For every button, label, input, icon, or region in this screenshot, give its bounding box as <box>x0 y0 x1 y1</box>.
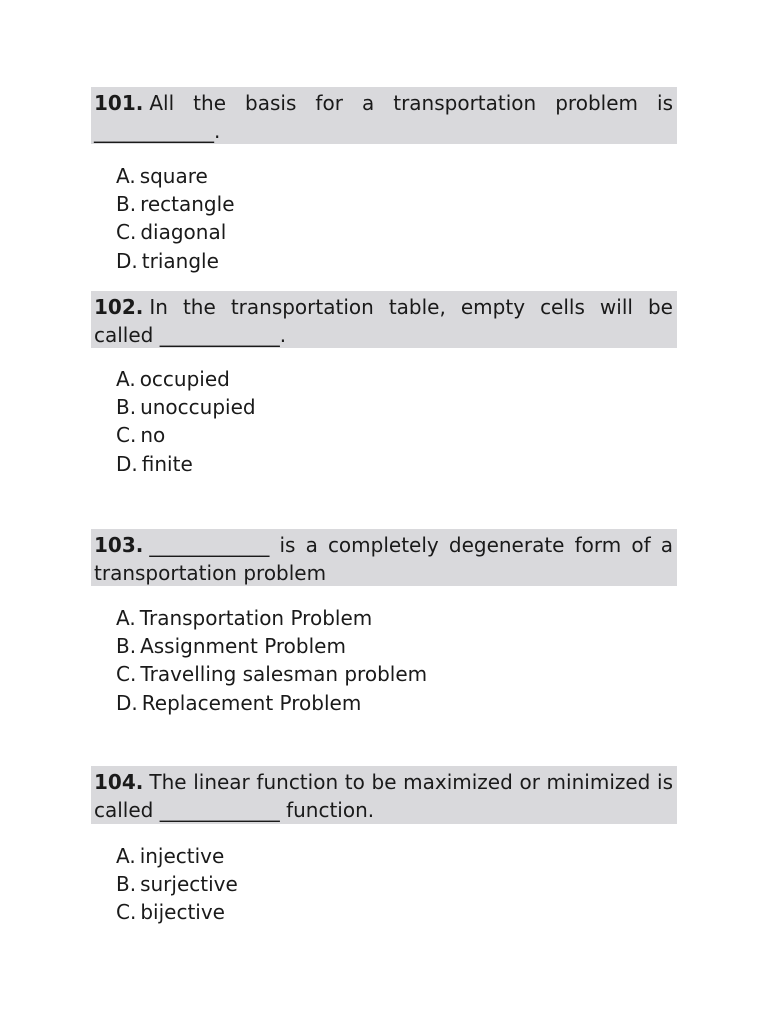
option-text: triangle <box>141 248 219 273</box>
answer-options <box>116 604 677 717</box>
option-a <box>116 604 677 632</box>
answer-options <box>116 162 677 275</box>
option-text: Travelling salesman problem <box>140 662 428 687</box>
option-c <box>116 218 677 246</box>
option-letter: B. <box>116 395 137 420</box>
question-101 <box>91 87 677 275</box>
question-stem <box>91 529 677 586</box>
option-b <box>116 190 677 218</box>
question-number: 103. <box>94 533 144 557</box>
option-b <box>116 632 677 660</box>
option-text: unoccupied <box>140 395 256 420</box>
option-letter: D. <box>116 248 138 273</box>
option-text: injective <box>139 844 225 868</box>
option-text: Transportation Problem <box>139 606 373 630</box>
option-letter: B. <box>116 872 137 897</box>
option-letter: D. <box>116 690 138 715</box>
question-102 <box>91 291 677 478</box>
question-104 <box>91 766 677 927</box>
option-c <box>116 421 677 449</box>
answer-options <box>116 842 677 927</box>
answer-options <box>116 365 677 478</box>
option-c <box>116 898 677 926</box>
option-c <box>116 660 677 688</box>
option-text: no <box>140 423 166 448</box>
option-letter: A. <box>116 606 136 630</box>
option-letter: A. <box>116 844 136 868</box>
option-text: finite <box>141 451 193 476</box>
option-text: Replacement Problem <box>141 690 362 715</box>
option-letter: D. <box>116 451 138 476</box>
option-d <box>116 450 677 478</box>
option-letter: C. <box>116 900 137 925</box>
option-text: rectangle <box>140 192 235 217</box>
option-b <box>116 870 677 898</box>
option-d <box>116 247 677 275</box>
option-b <box>116 393 677 421</box>
question-text: ____________ is a completely degenerate form of a transportation problem <box>94 533 673 585</box>
option-text: diagonal <box>140 220 227 245</box>
option-a <box>116 365 677 393</box>
question-103 <box>91 529 677 717</box>
option-d <box>116 689 677 717</box>
option-letter: A. <box>116 367 136 391</box>
option-a <box>116 162 677 190</box>
option-text: square <box>139 164 208 188</box>
option-text: occupied <box>139 367 230 391</box>
question-stem <box>91 291 677 348</box>
question-number: 101. <box>94 91 144 115</box>
question-number: 102. <box>94 295 144 319</box>
option-letter: C. <box>116 423 137 448</box>
question-number: 104. <box>94 770 144 794</box>
question-text: In the transportation table, empty cells will be called ____________. <box>94 295 673 347</box>
option-letter: C. <box>116 662 137 687</box>
option-letter: A. <box>116 164 136 188</box>
option-letter: B. <box>116 634 137 659</box>
option-letter: C. <box>116 220 137 245</box>
question-text: The linear function to be maximized or minimized is called ____________ function. <box>94 770 673 822</box>
option-a <box>116 842 677 870</box>
question-text: All the basis for a transportation problem is ____________. <box>94 91 673 143</box>
option-letter: B. <box>116 192 137 217</box>
option-text: Assignment Problem <box>140 634 346 659</box>
option-text: surjective <box>140 872 238 897</box>
option-text: bijective <box>140 900 225 925</box>
question-stem <box>91 87 677 144</box>
question-stem <box>91 766 677 824</box>
